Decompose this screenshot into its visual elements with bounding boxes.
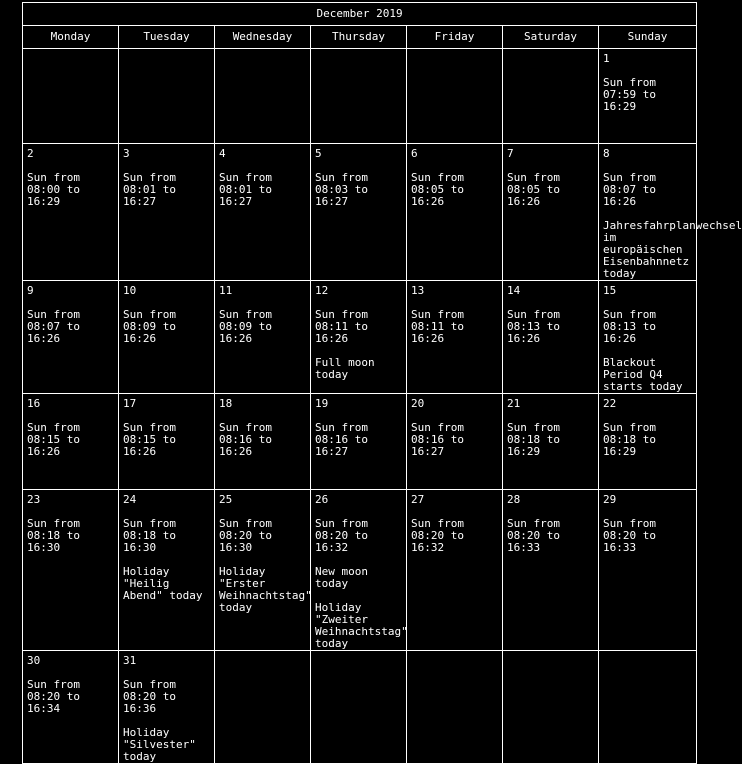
empty-day-cell: [215, 651, 311, 764]
day-content: [215, 281, 310, 345]
day-content: [599, 49, 696, 113]
day-cell: [407, 490, 503, 651]
day-cell: [23, 490, 119, 651]
sun-times: Sun from 08:00 to 16:29: [27, 171, 80, 208]
day-cell: [215, 394, 311, 490]
day-number: 9: [27, 284, 34, 297]
day-event-note: Holiday "Erster Weihnachtstag" today: [219, 565, 312, 614]
day-event-note: New moon today: [315, 565, 368, 590]
sun-times: Sun from 08:09 to 16:26: [219, 308, 272, 345]
day-number: 30: [27, 654, 41, 667]
empty-day-cell: [311, 49, 407, 144]
day-number: 17: [123, 397, 137, 410]
weekday-header-saturday: Saturday: [503, 26, 599, 49]
day-number: 2: [27, 147, 34, 160]
day-cell: [215, 144, 311, 281]
empty-day-cell: [599, 651, 697, 764]
sun-times: Sun from 08:18 to 16:29: [603, 421, 656, 458]
sun-times: Sun from 08:15 to 16:26: [123, 421, 176, 458]
day-number: 6: [411, 147, 418, 160]
day-cell: [407, 144, 503, 281]
day-number: 25: [219, 493, 233, 506]
sun-times: Sun from 08:16 to 16:27: [315, 421, 368, 458]
day-content: [119, 490, 214, 602]
day-cell: [599, 490, 697, 651]
day-content: [119, 394, 214, 458]
sun-times: Sun from 08:13 to 16:26: [603, 308, 656, 345]
day-number: 20: [411, 397, 425, 410]
day-number: 15: [603, 284, 617, 297]
day-content: [503, 490, 598, 554]
day-cell: [119, 394, 215, 490]
day-cell: [311, 394, 407, 490]
day-number: 1: [603, 52, 610, 65]
day-event-note: Blackout Period Q4 starts today: [603, 356, 683, 393]
empty-day-cell: [215, 49, 311, 144]
sun-times: Sun from 08:11 to 16:26: [315, 308, 368, 345]
week-row: [23, 144, 697, 281]
weekday-header-monday: Monday: [23, 26, 119, 49]
day-cell: [407, 394, 503, 490]
empty-day-cell: [407, 651, 503, 764]
day-cell: [503, 394, 599, 490]
day-content: [311, 281, 406, 381]
day-content: [311, 394, 406, 458]
day-content: [407, 144, 502, 208]
sun-times: Sun from 08:18 to 16:30: [27, 517, 80, 554]
calendar-grid: [22, 2, 742, 764]
sun-times: Sun from 08:20 to 16:36: [123, 678, 176, 715]
weekday-header-wednesday: Wednesday: [215, 26, 311, 49]
week-row: [23, 651, 697, 764]
day-number: 7: [507, 147, 514, 160]
day-content: [503, 144, 598, 208]
day-content: [23, 144, 118, 208]
day-cell: [311, 281, 407, 394]
day-number: 24: [123, 493, 137, 506]
day-number: 19: [315, 397, 329, 410]
day-number: 12: [315, 284, 329, 297]
day-content: [599, 281, 696, 393]
day-cell: [215, 490, 311, 651]
day-event-note: Holiday "Heilig Abend" today: [123, 565, 203, 602]
sun-times: Sun from 08:05 to 16:26: [411, 171, 464, 208]
sun-times: Sun from 08:13 to 16:26: [507, 308, 560, 345]
empty-day-cell: [119, 49, 215, 144]
day-cell: [503, 490, 599, 651]
day-cell: [23, 281, 119, 394]
day-event-note: Jahresfahrplanwechsel im europäischen Eisenbahnnetz today: [603, 219, 742, 280]
day-cell: [599, 394, 697, 490]
sun-times: Sun from 08:20 to 16:30: [219, 517, 272, 554]
day-number: 3: [123, 147, 130, 160]
day-number: 21: [507, 397, 521, 410]
day-cell: [311, 490, 407, 651]
day-cell: [503, 281, 599, 394]
day-number: 28: [507, 493, 521, 506]
day-number: 18: [219, 397, 233, 410]
sun-times: Sun from 08:20 to 16:32: [411, 517, 464, 554]
day-number: 10: [123, 284, 137, 297]
day-number: 13: [411, 284, 425, 297]
week-row: [23, 281, 697, 394]
day-content: [215, 144, 310, 208]
day-number: 29: [603, 493, 617, 506]
empty-day-cell: [311, 651, 407, 764]
day-content: [407, 394, 502, 458]
sun-times: Sun from 08:20 to 16:33: [603, 517, 656, 554]
day-content: [215, 490, 310, 614]
day-content: [311, 144, 406, 208]
sun-times: Sun from 07:59 to 16:29: [603, 76, 656, 113]
day-content: [23, 281, 118, 345]
day-cell: [119, 651, 215, 764]
day-number: 22: [603, 397, 617, 410]
day-content: [503, 394, 598, 458]
day-event-note: Holiday "Silvester" today: [123, 726, 196, 763]
day-content: [407, 281, 502, 345]
sun-times: Sun from 08:20 to 16:33: [507, 517, 560, 554]
day-cell: [407, 281, 503, 394]
empty-day-cell: [407, 49, 503, 144]
day-content: [599, 144, 742, 280]
day-number: 27: [411, 493, 425, 506]
day-content: [23, 651, 118, 715]
sun-times: Sun from 08:01 to 16:27: [123, 171, 176, 208]
empty-day-cell: [503, 49, 599, 144]
calendar-body: [23, 49, 742, 764]
sun-times: Sun from 08:20 to 16:32: [315, 517, 368, 554]
day-event-note: Holiday "Zweiter Weihnachtstag" today: [315, 601, 408, 650]
day-event-note: Full moon today: [315, 356, 375, 381]
sun-times: Sun from 08:03 to 16:27: [315, 171, 368, 208]
day-cell: [215, 281, 311, 394]
day-number: 26: [315, 493, 329, 506]
day-number: 5: [315, 147, 322, 160]
sun-times: Sun from 08:16 to 16:26: [219, 421, 272, 458]
day-number: 16: [27, 397, 41, 410]
day-content: [119, 281, 214, 345]
day-number: 11: [219, 284, 233, 297]
day-content: [23, 394, 118, 458]
sun-times: Sun from 08:07 to 16:26: [27, 308, 80, 345]
weekday-header-tuesday: Tuesday: [119, 26, 215, 49]
sun-times: Sun from 08:01 to 16:27: [219, 171, 272, 208]
day-content: [119, 144, 214, 208]
sun-times: Sun from 08:18 to 16:29: [507, 421, 560, 458]
day-content: [119, 651, 214, 763]
sun-times: Sun from 08:18 to 16:30: [123, 517, 176, 554]
day-number: 23: [27, 493, 41, 506]
sun-times: Sun from 08:15 to 16:26: [27, 421, 80, 458]
day-cell: [23, 651, 119, 764]
week-row: [23, 49, 697, 144]
day-cell: [119, 281, 215, 394]
day-content: [503, 281, 598, 345]
sun-times: Sun from 08:20 to 16:34: [27, 678, 80, 715]
day-cell: [599, 144, 742, 281]
sun-times: Sun from 08:16 to 16:27: [411, 421, 464, 458]
day-cell: [119, 144, 215, 281]
weekday-header-friday: Friday: [407, 26, 503, 49]
day-cell: [23, 144, 119, 281]
day-cell: [23, 394, 119, 490]
day-content: [215, 394, 310, 458]
day-cell: [599, 281, 697, 394]
day-content: [599, 394, 696, 458]
day-content: [599, 490, 696, 554]
sun-times: Sun from 08:07 to 16:26: [603, 171, 656, 208]
week-row: [23, 394, 697, 490]
day-content: [407, 490, 502, 554]
weekday-header-thursday: Thursday: [311, 26, 407, 49]
sun-times: Sun from 08:09 to 16:26: [123, 308, 176, 345]
empty-day-cell: [503, 651, 599, 764]
week-row: [23, 490, 697, 651]
day-cell: [311, 144, 407, 281]
day-cell: [599, 49, 697, 144]
day-number: 14: [507, 284, 521, 297]
day-number: 4: [219, 147, 226, 160]
day-cell: [503, 144, 599, 281]
month-title: December 2019: [23, 3, 697, 26]
day-content: [311, 490, 406, 650]
sun-times: Sun from 08:05 to 16:26: [507, 171, 560, 208]
day-number: 31: [123, 654, 137, 667]
empty-day-cell: [23, 49, 119, 144]
day-number: 8: [603, 147, 610, 160]
weekday-header-sunday: Sunday: [599, 26, 697, 49]
weekday-header-row: [23, 26, 697, 49]
day-content: [23, 490, 118, 554]
day-cell: [119, 490, 215, 651]
sun-times: Sun from 08:11 to 16:26: [411, 308, 464, 345]
